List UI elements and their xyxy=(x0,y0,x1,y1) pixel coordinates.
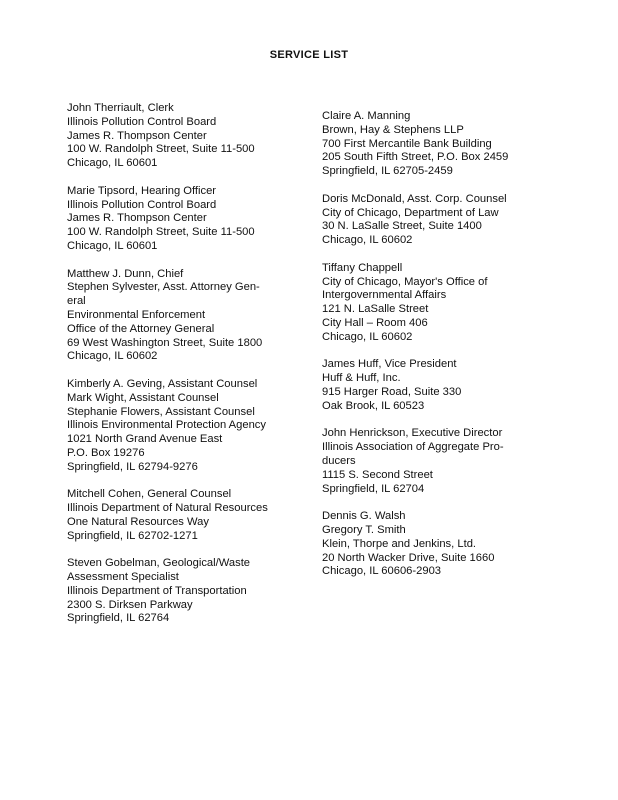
service-entry-line: 1115 S. Second Street xyxy=(322,468,433,481)
service-entry xyxy=(67,185,282,254)
service-entry xyxy=(322,262,537,345)
service-entry-line: 121 N. LaSalle Street xyxy=(322,303,429,316)
service-entry-line: P.O. Box 19276 xyxy=(67,446,145,459)
service-entry-line: Gregory T. Smith xyxy=(322,523,406,536)
service-entry-line: Illinois Department of Transportation xyxy=(67,584,247,597)
service-entry-line: Stephanie Flowers, Assistant Counsel xyxy=(67,405,255,418)
service-entry-line: 30 N. LaSalle Street, Suite 1400 xyxy=(322,220,482,233)
service-entry-line: Oak Brook, IL 60523 xyxy=(322,399,425,412)
service-entry-line: Matthew J. Dunn, Chief xyxy=(67,267,184,280)
service-entry-line: 69 West Washington Street, Suite 1800 xyxy=(67,336,263,349)
service-list-left-column xyxy=(67,102,282,640)
service-entry xyxy=(322,110,537,179)
service-entry-line: Chicago, IL 60606-2903 xyxy=(322,565,442,578)
service-entry-line: Kimberly A. Geving, Assistant Counsel xyxy=(67,377,258,390)
service-entry-line: Mitchell Cohen, General Counsel xyxy=(67,488,232,501)
service-entry-line: Illinois Pollution Control Board xyxy=(67,115,217,128)
service-entry-line: Assessment Specialist xyxy=(67,571,179,584)
service-entry-line: Intergovernmental Affairs xyxy=(322,289,447,302)
service-entry-line: City of Chicago, Department of Law xyxy=(322,206,499,219)
service-entry-line: Springfield, IL 62794-9276 xyxy=(67,460,198,473)
service-entry-line: Illinois Pollution Control Board xyxy=(67,198,217,211)
service-entry xyxy=(67,102,282,171)
service-entry-line: Springfield, IL 62764 xyxy=(67,612,170,625)
service-entry-line: Klein, Thorpe and Jenkins, Ltd. xyxy=(322,537,477,550)
service-entry-line: Doris McDonald, Asst. Corp. Counsel xyxy=(322,192,507,205)
service-entry xyxy=(322,427,537,496)
service-entry-line: Chicago, IL 60601 xyxy=(67,157,158,170)
service-entry-line: 700 First Mercantile Bank Building xyxy=(322,137,492,150)
service-entry-line: 100 W. Randolph Street, Suite 11-500 xyxy=(67,143,255,156)
page-title: SERVICE LIST xyxy=(269,49,349,61)
service-entry-line: Chicago, IL 60602 xyxy=(322,330,413,343)
service-entry-line: Stephen Sylvester, Asst. Attorney Gen- xyxy=(67,281,260,294)
service-entry-line: Dennis G. Walsh xyxy=(322,510,406,523)
service-list-right-column xyxy=(322,110,537,593)
service-entry-line: Environmental Enforcement xyxy=(67,308,206,321)
service-entry-line: Chicago, IL 60602 xyxy=(322,234,413,247)
service-entry-line: Mark Wight, Assistant Counsel xyxy=(67,391,219,404)
service-entry-line: Illinois Association of Aggregate Pro- xyxy=(322,441,504,454)
service-entry-line: Huff & Huff, Inc. xyxy=(322,372,401,385)
service-entry xyxy=(322,358,537,413)
service-entry-line: Steven Gobelman, Geological/Waste xyxy=(67,557,251,570)
service-entry-line: Springfield, IL 62705-2459 xyxy=(322,165,453,178)
service-entry xyxy=(67,378,282,475)
service-entry-line: Marie Tipsord, Hearing Officer xyxy=(67,184,217,197)
service-entry-line: 100 W. Randolph Street, Suite 11-500 xyxy=(67,226,255,239)
service-entry-line: One Natural Resources Way xyxy=(67,515,209,528)
service-entry-line: 1021 North Grand Avenue East xyxy=(67,433,223,446)
service-entry xyxy=(322,510,537,579)
service-entry-line: Illinois Department of Natural Resources xyxy=(67,502,268,515)
service-entry xyxy=(322,193,537,248)
service-entry-line: 20 North Wacker Drive, Suite 1660 xyxy=(322,551,495,564)
service-entry-line: ducers xyxy=(322,454,356,467)
service-entry-line: John Therriault, Clerk xyxy=(67,102,174,114)
service-entry-line: John Henrickson, Executive Director xyxy=(322,427,503,440)
service-entry-line: City of Chicago, Mayor's Office of xyxy=(322,275,488,288)
service-entry-line: eral xyxy=(67,295,86,308)
service-entry-line: 205 South Fifth Street, P.O. Box 2459 xyxy=(322,151,509,164)
service-entry xyxy=(67,488,282,543)
service-entry-line: Chicago, IL 60601 xyxy=(67,239,158,252)
service-entry-line: Tiffany Chappell xyxy=(322,261,403,274)
service-entry-line: Brown, Hay & Stephens LLP xyxy=(322,123,464,136)
service-entry-line: Chicago, IL 60602 xyxy=(67,350,158,363)
service-entry xyxy=(67,557,282,626)
service-entry-line: James R. Thompson Center xyxy=(67,212,207,225)
service-entry-line: City Hall – Room 406 xyxy=(322,316,428,329)
service-entry-line: 915 Harger Road, Suite 330 xyxy=(322,385,462,398)
service-entry-line: James Huff, Vice President xyxy=(322,358,457,371)
service-entry-line: Illinois Environmental Protection Agency xyxy=(67,419,266,432)
service-entry-line: James R. Thompson Center xyxy=(67,129,207,142)
service-entry-line: Claire A. Manning xyxy=(322,110,411,122)
service-entry-line: Springfield, IL 62704 xyxy=(322,482,425,495)
service-entry-line: Springfield, IL 62702-1271 xyxy=(67,529,198,542)
service-entry-line: 2300 S. Dirksen Parkway xyxy=(67,598,193,611)
service-entry xyxy=(67,268,282,365)
service-entry-line: Office of the Attorney General xyxy=(67,322,215,335)
